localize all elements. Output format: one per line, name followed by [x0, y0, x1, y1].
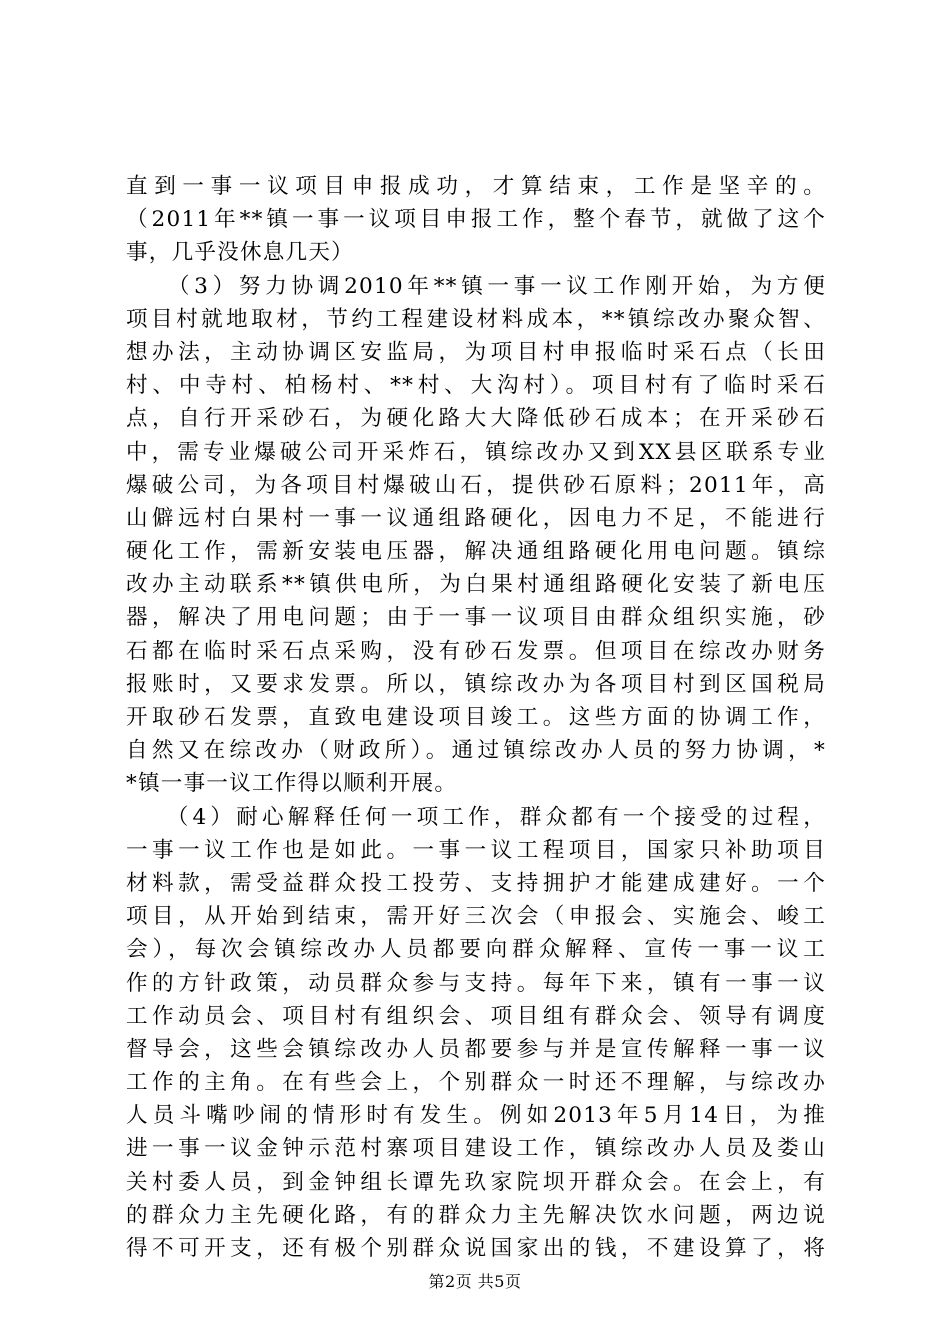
text-line: 中，需专业爆破公司开采炸石，镇综改办又到XX县区联系专业	[126, 439, 826, 465]
text-line: 自然又在综改办（财政所）。通过镇综改办人员的努力协调，*	[126, 738, 826, 764]
text-line: 材料款，需受益群众投工投劳、支持拥护才能建成建好。一个	[126, 870, 826, 896]
text-line: 进一事一议金钟示范村寨项目建设工作，镇综改办人员及娄山	[126, 1136, 826, 1162]
text-line: 关村委人员，到金钟组长谭先玖家院坝开群众会。在会上，有	[126, 1169, 826, 1195]
text-line: 得不可开支，还有极个别群众说国家出的钱，不建设算了，将	[126, 1236, 826, 1261]
text-line: （4）耐心解释任何一项工作，群众都有一个接受的过程，	[126, 804, 826, 830]
text-line: 项目村就地取材，节约工程建设材料成本，**镇综改办聚众智、	[126, 306, 826, 332]
text-line: 会），每次会镇综改办人员都要向群众解释、宣传一事一议工	[126, 937, 826, 963]
text-line: 想办法，主动协调区安监局，为项目村申报临时采石点（长田	[126, 339, 826, 365]
text-line: 硬化工作，需新安装电压器，解决通组路硬化用电问题。镇综	[126, 539, 826, 565]
text-line: （3）努力协调2010年**镇一事一议工作刚开始，为方便	[126, 273, 826, 299]
text-line: 石都在临时采石点采购，没有砂石发票。但项目在综改办财务	[126, 638, 826, 664]
text-line: 直到一事一议项目申报成功，才算结束，工作是坚辛的。	[126, 174, 826, 199]
text-line: 山僻远村白果村一事一议通组路硬化，因电力不足，不能进行	[126, 505, 826, 531]
text-line: 工作的主角。在有些会上，个别群众一时还不理解，与综改办	[126, 1070, 826, 1096]
text-line: 村、中寺村、柏杨村、**村、大沟村）。项目村有了临时采石	[126, 373, 826, 399]
text-line: 人员斗嘴吵闹的情形时有发生。例如2013年5月14日，为推	[126, 1103, 826, 1129]
text-line: 事，几乎没休息几天）	[126, 240, 354, 266]
text-line: 报账时，又要求发票。所以，镇综改办为各项目村到区国税局	[126, 671, 826, 697]
text-line: 督导会，这些会镇综改办人员都要参与并是宣传解释一事一议	[126, 1036, 826, 1062]
text-line: *镇一事一议工作得以顺利开展。	[126, 771, 458, 797]
text-line: 爆破公司，为各项目村爆破山石，提供砂石原料；2011年，高	[126, 472, 826, 498]
page-number-footer: 第2页 共5页	[428, 1272, 522, 1291]
text-line: 改办主动联系**镇供电所，为白果村通组路硬化安装了新电压	[126, 572, 826, 598]
text-line: 工作动员会、项目村有组织会、项目组有群众会、领导有调度	[126, 1003, 826, 1029]
text-line: 的群众力主先硬化路，有的群众力主先解决饮水问题，两边说	[126, 1202, 826, 1228]
text-line: 开取砂石发票，直致电建设项目竣工。这些方面的协调工作，	[126, 705, 826, 730]
text-line: 作的方针政策，动员群众参与支持。每年下来，镇有一事一议	[126, 970, 826, 996]
text-line: 点，自行开采砂石，为硬化路大大降低砂石成本；在开采砂石	[126, 406, 826, 432]
text-line: （2011年**镇一事一议项目申报工作，整个春节，就做了这个	[126, 207, 826, 233]
document-body	[126, 170, 826, 1265]
text-line: 项目，从开始到结束，需开好三次会（申报会、实施会、峻工	[126, 904, 826, 930]
text-line: 器，解决了用电问题；由于一事一议项目由群众组织实施，砂	[126, 605, 826, 631]
text-line: 一事一议工作也是如此。一事一议工程项目，国家只补助项目	[126, 837, 826, 863]
